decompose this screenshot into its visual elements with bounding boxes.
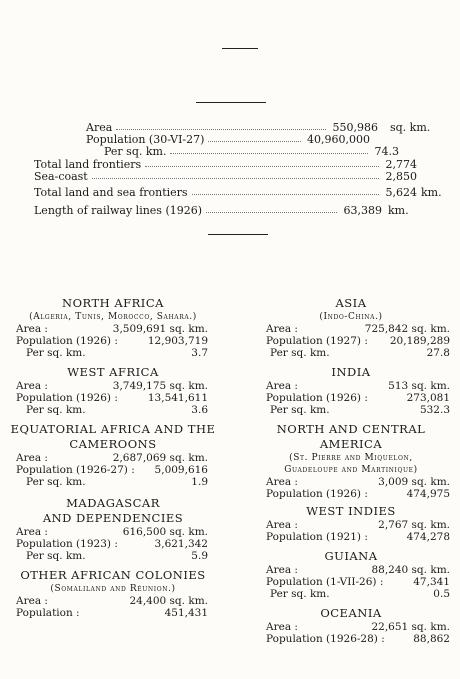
general-row-label: Length of railway lines (1926): [34, 204, 203, 217]
colony-stat-row: [246, 588, 456, 600]
colony-stat-label: Population (1926) :: [266, 392, 368, 404]
colony-stat-label: Per sq. km.: [270, 347, 330, 359]
colony-stat-label: Area :: [266, 323, 298, 335]
colony-stat-row: [246, 633, 456, 645]
colony-section-title: NORTH AFRICA: [62, 296, 164, 310]
colony-section-title: AMERICA: [319, 437, 383, 451]
colony-stat-row: [4, 538, 222, 550]
colony-stat-value: 0.5: [433, 588, 450, 600]
colony-stat-value: 3,749,175 sq. km.: [112, 380, 208, 392]
colony-section-title: WEST INDIES: [306, 504, 396, 518]
colony-stat-row: [246, 476, 456, 488]
colony-stat-value: 513 sq. km.: [388, 380, 450, 392]
colony-stat-row: [246, 564, 456, 576]
colony-stat-value: 13,541,611: [147, 392, 208, 404]
colony-stat-label: Area :: [16, 526, 48, 538]
general-row-unit: sq. km.: [390, 121, 431, 134]
colony-stat-value: 3.6: [191, 404, 208, 416]
colony-stat-label: Per sq. km.: [270, 588, 330, 600]
colony-stat-value: 27.8: [426, 347, 450, 359]
colony-section-title: AND DEPENDENCIES: [42, 511, 184, 525]
colony-stat-row: [246, 347, 456, 359]
colony-section-title: EQUATORIAL AFRICA AND THE: [10, 422, 216, 436]
colony-stat-row: [4, 607, 222, 619]
colony-stat-row: [246, 531, 456, 543]
colony-stat-label: Area :: [266, 476, 298, 488]
colony-stat-value: 3,009 sq. km.: [378, 476, 450, 488]
dot-leader: [192, 194, 379, 195]
general-row: [0, 133, 460, 145]
colony-stat-value: 5,009,616: [154, 464, 208, 476]
colony-stat-value: 474,975: [406, 488, 450, 500]
general-row: [0, 186, 460, 198]
colony-stat-value: 474,278: [406, 531, 450, 543]
colony-stat-row: [4, 476, 222, 488]
colony-stat-value: 47,341: [413, 576, 450, 588]
colony-stat-row: [246, 392, 456, 404]
colony-stat-label: Population (1926-27) :: [16, 464, 135, 476]
dot-leader: [116, 129, 326, 130]
colony-section-title: INDIA: [331, 365, 371, 379]
colony-stat-value: 3,509,691 sq. km.: [112, 323, 208, 335]
colony-stat-value: 2,767 sq. km.: [378, 519, 450, 531]
colony-stat-label: Per sq. km.: [26, 404, 86, 416]
general-row-unit: km.: [421, 186, 442, 199]
colony-stat-label: Area :: [266, 621, 298, 633]
dot-leader: [208, 141, 301, 142]
general-row-value: 63,389: [343, 204, 382, 217]
colony-stat-value: 12,903,719: [147, 335, 208, 347]
colony-stat-value: 532.3: [419, 404, 450, 416]
colony-stat-row: [246, 519, 456, 531]
colony-section: [4, 568, 222, 619]
colony-stat-label: Area :: [266, 380, 298, 392]
colony-section: [4, 365, 222, 416]
colony-section: [246, 549, 456, 600]
colony-stat-label: Area :: [16, 380, 48, 392]
colony-stat-row: [4, 323, 222, 335]
colony-section-title: ASIA: [335, 296, 367, 310]
general-rule-bottom: [208, 234, 268, 235]
colony-section: [246, 606, 456, 645]
colony-stat-value: 616,500 sq. km.: [122, 526, 208, 538]
colony-stat-label: Population (1926) :: [16, 335, 118, 347]
general-rule-top: [196, 102, 266, 103]
colony-stat-label: Population (1923) :: [16, 538, 118, 550]
colony-stat-label: Per sq. km.: [270, 404, 330, 416]
colony-section: [4, 296, 222, 359]
colony-section-title: GUIANA: [324, 549, 378, 563]
colony-stat-label: Population (1926-28) :: [266, 633, 385, 645]
colony-section: [4, 496, 222, 562]
colony-section-title: WEST AFRICA: [67, 365, 159, 379]
colony-section-subtitle: (Algeria, Tunis, Morocco, Sahara.): [29, 312, 197, 322]
colony-stat-label: Area :: [266, 519, 298, 531]
colony-section: [246, 422, 456, 500]
colony-stat-value: 451,431: [164, 607, 208, 619]
general-row-value: 2,774: [385, 158, 417, 171]
general-row-label: Per sq. km.: [104, 145, 167, 158]
colony-stat-row: [4, 380, 222, 392]
colony-stat-label: Population (1926) :: [16, 392, 118, 404]
general-row-value: 5,624: [385, 186, 417, 199]
colony-stat-label: Population :: [16, 607, 80, 619]
colony-stat-row: [4, 452, 222, 464]
dot-leader: [170, 153, 368, 154]
general-row-value: 2,850: [385, 170, 417, 183]
general-row-label: Population (30-VI-27): [86, 133, 205, 146]
colony-stat-row: [4, 335, 222, 347]
colony-stat-label: Population (1921) :: [266, 531, 368, 543]
colony-stat-value: 24,400 sq. km.: [129, 595, 208, 607]
colony-stat-row: [4, 404, 222, 416]
general-row: [0, 145, 460, 157]
general-row-label: Sea-coast: [34, 170, 88, 183]
colony-stat-row: [246, 404, 456, 416]
colony-stat-value: 3.7: [191, 347, 208, 359]
general-row: [0, 170, 460, 182]
colony-stat-row: [246, 576, 456, 588]
dot-leader: [145, 166, 379, 167]
general-row-label: Area: [86, 121, 113, 134]
colony-stat-label: Area :: [16, 452, 48, 464]
colony-stat-label: Area :: [16, 323, 48, 335]
colonies-right-column: [246, 296, 456, 645]
colony-stat-row: [4, 595, 222, 607]
general-row-value: 40,960,000: [307, 133, 370, 146]
general-row-label: Total land frontiers: [34, 158, 142, 171]
dot-leader: [92, 178, 379, 179]
colony-section: [4, 422, 222, 488]
colony-stat-row: [4, 464, 222, 476]
general-row-label: Total land and sea frontiers: [34, 186, 188, 199]
colony-stat-label: Area :: [266, 564, 298, 576]
colony-stat-label: Population (1926) :: [266, 488, 368, 500]
colony-stat-value: 273,081: [406, 392, 450, 404]
colony-section-subtitle: Guadeloupe and Martinique): [284, 465, 418, 475]
colony-section-title: NORTH AND CENTRAL: [276, 422, 426, 436]
colony-section: [246, 504, 456, 543]
general-row: [0, 158, 460, 170]
colony-stat-value: 1.9: [191, 476, 208, 488]
colony-section-subtitle: (St. Pierre and Miquelon,: [289, 453, 413, 463]
colony-section-subtitle: (Indo-China.): [319, 312, 383, 322]
colony-stat-value: 5.9: [191, 550, 208, 562]
colony-stat-row: [4, 392, 222, 404]
colony-stat-value: 3,621,342: [154, 538, 208, 550]
colony-stat-label: Population (1-VII-26) :: [266, 576, 384, 588]
colony-stat-row: [246, 323, 456, 335]
general-row-unit: km.: [388, 204, 409, 217]
colony-section: [246, 296, 456, 359]
colony-stat-row: [4, 347, 222, 359]
title-rule: [222, 48, 258, 49]
colony-stat-row: [246, 335, 456, 347]
colony-stat-row: [246, 380, 456, 392]
colony-stat-value: 2,687,069 sq. km.: [112, 452, 208, 464]
general-row-value: 74.3: [374, 145, 399, 158]
colony-stat-value: 22,651 sq. km.: [371, 621, 450, 633]
colony-stat-label: Per sq. km.: [26, 550, 86, 562]
colony-stat-value: 88,862: [413, 633, 450, 645]
colony-stat-value: 88,240 sq. km.: [371, 564, 450, 576]
dot-leader: [206, 212, 337, 213]
colony-stat-row: [4, 550, 222, 562]
colony-section: [246, 365, 456, 416]
colony-stat-label: Population (1927) :: [266, 335, 368, 347]
general-row: [0, 204, 460, 216]
colony-stat-label: Area :: [16, 595, 48, 607]
colony-stat-row: [246, 621, 456, 633]
colony-stat-label: Per sq. km.: [26, 347, 86, 359]
colony-section-title: MADAGASCAR: [66, 496, 160, 510]
colony-stat-value: 20,189,289: [389, 335, 450, 347]
colony-stat-row: [4, 526, 222, 538]
colony-stat-value: 725,842 sq. km.: [364, 323, 450, 335]
colony-section-subtitle: (Somaliland and Réunion.): [50, 584, 176, 594]
general-row: [0, 121, 460, 133]
colony-section-title: CAMEROONS: [69, 437, 157, 451]
colony-section-title: OTHER AFRICAN COLONIES: [20, 568, 206, 582]
general-row-value: 550,986: [332, 121, 378, 134]
colonies-left-column: [4, 296, 222, 619]
colony-section-title: OCEANIA: [320, 606, 382, 620]
colony-stat-row: [246, 488, 456, 500]
colony-stat-label: Per sq. km.: [26, 476, 86, 488]
